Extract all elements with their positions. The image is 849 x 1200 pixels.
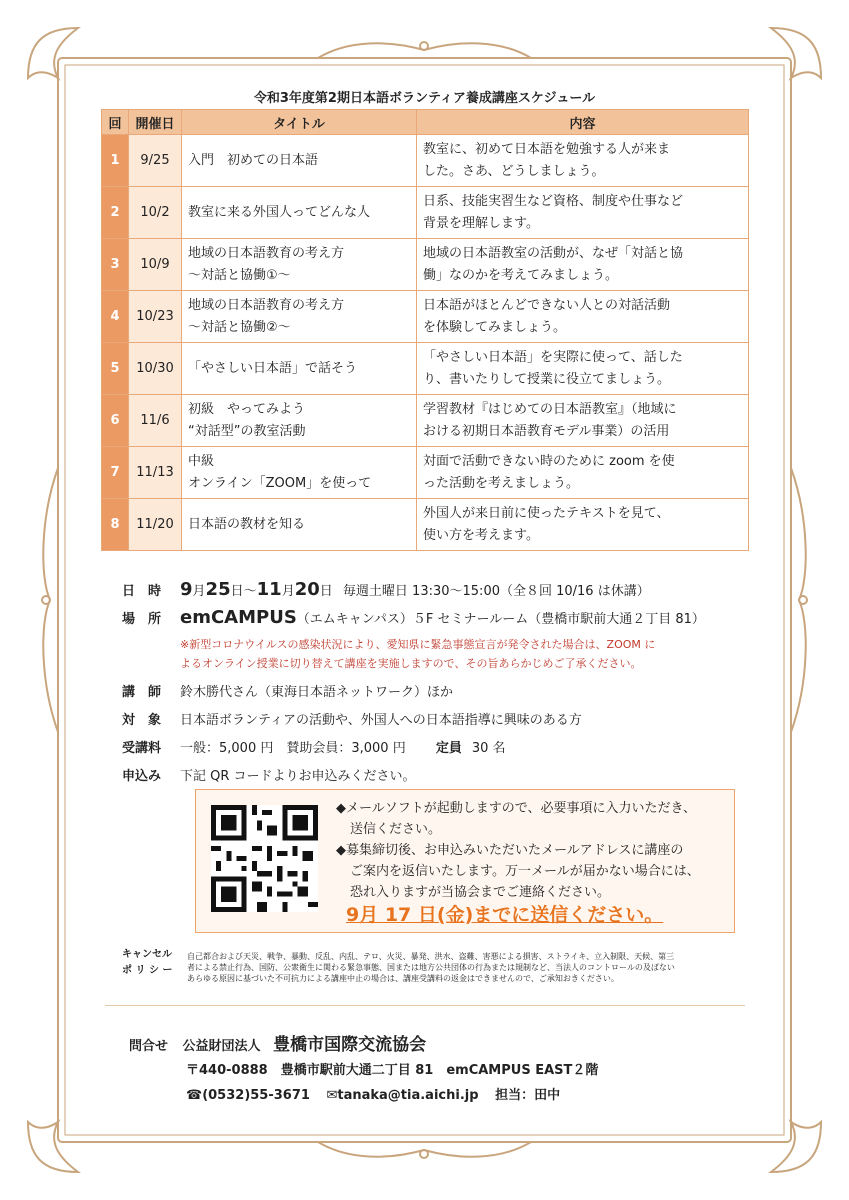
content-line: 教室に、初めて日本語を勉強する人が来ま bbox=[423, 141, 671, 157]
cancel-policy-label bbox=[122, 947, 172, 979]
end-day: 20 bbox=[294, 579, 320, 600]
session-title bbox=[182, 187, 417, 239]
session-number: 2 bbox=[102, 187, 129, 239]
title-line: 入門 初めての日本語 bbox=[188, 152, 319, 168]
session-number: 3 bbox=[102, 239, 129, 291]
title-line: 地域の日本語教育の考え方 bbox=[188, 297, 345, 313]
cancel-text-line: 者による禁止行為、国防、公衆衛生に関わる緊急事態、国または地方公共団体の行為または規制など、当法人のコントロールの及ばない bbox=[187, 963, 675, 972]
content-line: 日系、技能実習生など資格、制度や仕事など bbox=[423, 193, 684, 209]
unit: 月 bbox=[192, 584, 206, 599]
content-line: 日本語がほとんどできない人との対話活動 bbox=[423, 297, 671, 313]
org-name: 豊橋市国際交流協会 bbox=[273, 1035, 427, 1055]
fee-label: 受講料 bbox=[122, 741, 162, 756]
place-row bbox=[122, 607, 705, 628]
session-number: 4 bbox=[102, 291, 129, 343]
session-title bbox=[182, 343, 417, 395]
capacity-value: 30 名 bbox=[471, 741, 506, 756]
date-row bbox=[122, 579, 650, 600]
title-line: ～対話と協働②～ bbox=[188, 319, 291, 335]
title-line: 初級 やってみよう bbox=[188, 401, 306, 417]
target-value: 日本語ボランティアの活動や、外国人への日本語指導に興味のある方 bbox=[180, 713, 582, 728]
place-detail: （エムキャンパス）５F セミナールーム（豊橋市駅前大通２丁目 81） bbox=[296, 612, 705, 627]
content-line: を体験してみましょう。 bbox=[423, 319, 567, 335]
session-content bbox=[417, 395, 749, 447]
title-line: ～対話と協働①～ bbox=[188, 267, 291, 283]
content-line: 「やさしい日本語」を実際に使って、話した bbox=[423, 349, 683, 365]
session-title bbox=[182, 239, 417, 291]
content-line: 使い方を考えます。 bbox=[423, 527, 539, 543]
lecturer-row bbox=[122, 681, 453, 700]
divider bbox=[105, 1005, 745, 1006]
table-row bbox=[102, 447, 749, 499]
target-label: 対 象 bbox=[122, 713, 162, 728]
unit: 月 bbox=[281, 584, 295, 599]
session-title bbox=[182, 499, 417, 551]
lecturer-value: 鈴木勝代さん（東海日本語ネットワーク）ほか bbox=[180, 685, 454, 700]
instruction-line: ◆メールソフトが起動しますので、必要事項に入力いただき、 bbox=[336, 801, 696, 816]
session-date: 11/6 bbox=[129, 395, 182, 447]
apply-label: 申込み bbox=[122, 769, 162, 784]
table-row bbox=[102, 499, 749, 551]
session-title bbox=[182, 395, 417, 447]
contact-address: 〒440-0888 豊橋市駅前大通二丁目 81 emCAMPUS EAST２階 bbox=[186, 1063, 599, 1078]
apply-row bbox=[122, 765, 416, 784]
lecturer-label: 講 師 bbox=[122, 685, 162, 700]
content-line: り、書いたりして授業に役立てましょう。 bbox=[423, 371, 671, 387]
place-label: 場 所 bbox=[122, 612, 162, 627]
header-content: 内容 bbox=[417, 110, 749, 135]
session-content bbox=[417, 343, 749, 395]
instruction-line: 送信ください。 bbox=[350, 822, 442, 837]
session-number: 6 bbox=[102, 395, 129, 447]
fee-value: 一般：5,000 円 賛助会員：3,000 円 bbox=[180, 741, 406, 756]
content-line: 対面で活動できない時のために zoom を使 bbox=[423, 453, 675, 469]
content-line: した。さあ、どうしましょう。 bbox=[423, 163, 605, 179]
cancel-policy-text bbox=[187, 951, 732, 984]
session-date: 9/25 bbox=[129, 135, 182, 187]
session-content bbox=[417, 187, 749, 239]
qr-code[interactable] bbox=[211, 805, 318, 912]
title-line: “対話型”の教室活動 bbox=[188, 423, 306, 439]
session-date: 11/20 bbox=[129, 499, 182, 551]
title-line: 「やさしい日本語」で話そう bbox=[188, 360, 358, 376]
content-line: 外国人が来日前に使ったテキストを見て、 bbox=[423, 505, 670, 521]
session-date: 10/9 bbox=[129, 239, 182, 291]
title-line: 中級 bbox=[188, 453, 215, 469]
note-line: よるオンライン授業に切り替えて講座を実施しますので、その旨あらかじめご了承ください。 bbox=[180, 657, 642, 670]
session-content bbox=[417, 239, 749, 291]
capacity-label: 定員 bbox=[435, 741, 462, 756]
content-line: 地域の日本語教室の活動が、なぜ「対話と協 bbox=[423, 245, 684, 261]
session-number: 8 bbox=[102, 499, 129, 551]
table-row bbox=[102, 239, 749, 291]
content-line: おける初期日本語教育モデル事業）の活用 bbox=[423, 423, 670, 439]
session-title bbox=[182, 447, 417, 499]
session-date: 10/30 bbox=[129, 343, 182, 395]
content-line: 働」なのかを考えてみましょう。 bbox=[423, 267, 619, 283]
start-month: 9 bbox=[180, 579, 193, 600]
application-box bbox=[195, 789, 735, 933]
contact-tel: ☎(0532)55-3671 bbox=[186, 1088, 310, 1103]
content-line: 学習教材『はじめての日本語教室』（地域に bbox=[423, 401, 677, 417]
unit: 日～ bbox=[230, 584, 257, 599]
session-content bbox=[417, 291, 749, 343]
session-content bbox=[417, 499, 749, 551]
table-row bbox=[102, 395, 749, 447]
session-title bbox=[182, 135, 417, 187]
schedule-table bbox=[101, 109, 749, 551]
session-number: 5 bbox=[102, 343, 129, 395]
header-number: 回 bbox=[102, 110, 129, 135]
session-number: 1 bbox=[102, 135, 129, 187]
session-content bbox=[417, 447, 749, 499]
cancel-label-line: ポ リ シ ー bbox=[122, 965, 173, 976]
title-line: 教室に来る外国人ってどんな人 bbox=[188, 204, 371, 220]
header-date: 開催日 bbox=[129, 110, 182, 135]
start-day: 25 bbox=[205, 579, 231, 600]
header-title: タイトル bbox=[182, 110, 417, 135]
date-detail: 毎週土曜日 13:30～15:00（全８回 10/16 は休講） bbox=[342, 584, 650, 599]
cancel-text-line: 自己都合および天災、戦争、暴動、反乱、内乱、テロ、火災、暴発、洪水、盗難、害悪による損害、ストライキ、立入制限、天候、第三 bbox=[187, 952, 675, 961]
place-name: emCAMPUS bbox=[180, 607, 297, 628]
fee-row bbox=[122, 737, 506, 756]
covid-note bbox=[180, 635, 740, 673]
instruction-line: ◆募集締切後、お申込みいただいたメールアドレスに講座の bbox=[336, 843, 684, 858]
table-row bbox=[102, 187, 749, 239]
page-title: 令和3年度第2期日本語ボランティア養成講座スケジュール bbox=[253, 91, 596, 106]
cancel-text-line: あらゆる原因に基づいた不可抗力による講座中止の場合は、講座受講料の返金はできませんので、ご承知おきください。 bbox=[187, 974, 619, 983]
session-date: 11/13 bbox=[129, 447, 182, 499]
contact-label: 問合せ bbox=[129, 1039, 169, 1054]
session-content bbox=[417, 135, 749, 187]
unit: 日 bbox=[319, 584, 333, 599]
title-line: オンライン「ZOOM」を使って bbox=[188, 475, 372, 491]
table-row bbox=[102, 291, 749, 343]
contact-staff: 担当：田中 bbox=[495, 1088, 561, 1103]
contact-org-row bbox=[129, 1030, 426, 1055]
instruction-line: 恐れ入りますが当協会までご連絡ください。 bbox=[350, 885, 611, 900]
table-row bbox=[102, 135, 749, 187]
contact-line bbox=[186, 1084, 560, 1103]
date-label: 日 時 bbox=[122, 584, 162, 599]
note-line: ※新型コロナウイルスの感染状況により、愛知県に緊急事態宣言が発令された場合は、ZOOM に bbox=[180, 638, 656, 651]
session-date: 10/23 bbox=[129, 291, 182, 343]
org-type: 公益財団法人 bbox=[182, 1039, 261, 1054]
apply-value: 下記 QR コードよりお申込みください。 bbox=[180, 769, 416, 784]
application-instructions bbox=[336, 798, 726, 903]
target-row bbox=[122, 709, 582, 728]
session-date: 10/2 bbox=[129, 187, 182, 239]
table-header-row bbox=[102, 110, 749, 135]
deadline-text: 9月 17 日(金)までに送信ください。 bbox=[346, 904, 664, 926]
contact-email[interactable]: ✉tanaka@tia.aichi.jp bbox=[326, 1088, 479, 1103]
end-month: 11 bbox=[256, 579, 282, 600]
content-line: った活動を考えましょう。 bbox=[423, 475, 580, 491]
session-title bbox=[182, 291, 417, 343]
instruction-line: ご案内を返信いたします。万一メールが届かない場合には、 bbox=[350, 864, 700, 879]
session-number: 7 bbox=[102, 447, 129, 499]
title-line: 日本語の教材を知る bbox=[188, 516, 306, 532]
content-line: 背景を理解します。 bbox=[423, 215, 539, 231]
title-line: 地域の日本語教育の考え方 bbox=[188, 245, 345, 261]
table-row bbox=[102, 343, 749, 395]
cancel-label-line: キャンセル bbox=[122, 949, 172, 960]
